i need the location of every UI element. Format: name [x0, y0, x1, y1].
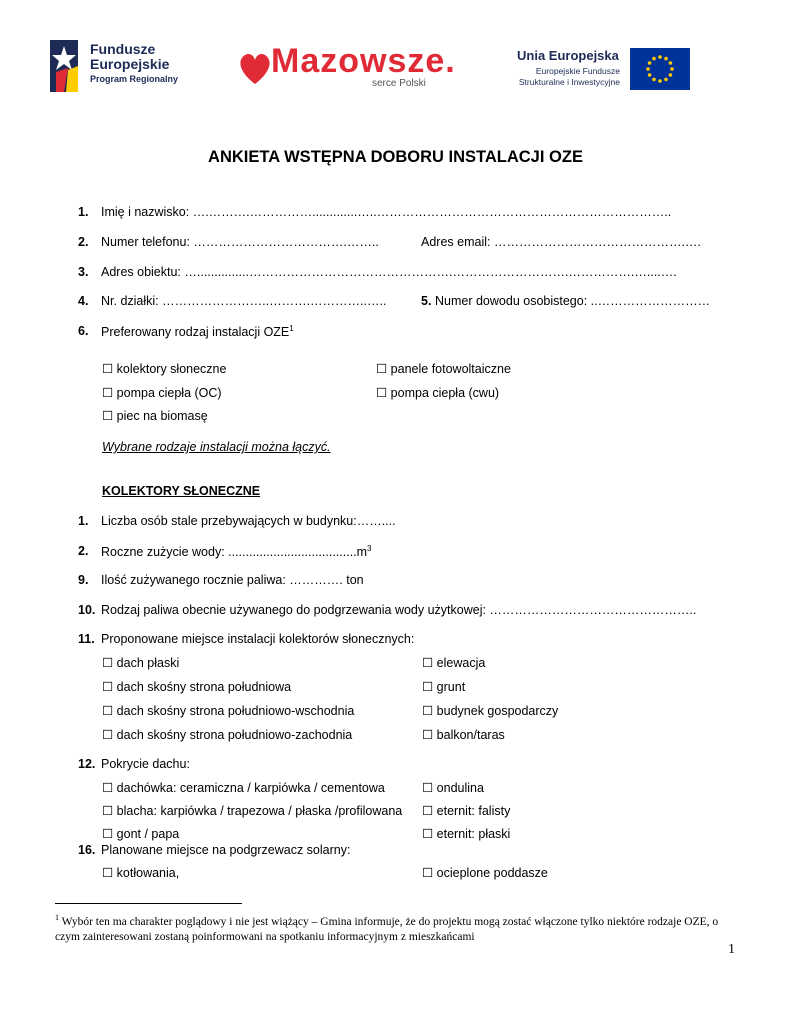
combine-note: Wybrane rodzaje instalacji można łączyć.: [102, 440, 331, 454]
k2-number: 2.: [78, 544, 89, 558]
k10-fuel-type-field: Rodzaj paliwa obecnie używanego do podgrzewania wody użytkowej: …………………………………………..: [101, 603, 697, 617]
mazowsze-wordmark: Mazowsze.: [271, 42, 456, 80]
heart-icon: [235, 48, 275, 88]
fe-line2: Europejskie: [90, 56, 170, 72]
k2-sup: 3: [367, 544, 372, 553]
eu-title: Unia Europejska: [517, 48, 619, 63]
mazowsze-logo: [235, 42, 456, 94]
option-eternit-flat[interactable]: ☐ eternit: płaski: [422, 827, 511, 841]
footnote-ref: 1: [289, 324, 294, 333]
k2-text: Roczne zużycie wody: .....................................m: [101, 545, 368, 560]
fe-line3: Program Regionalny: [90, 74, 179, 84]
eu-logo: [505, 46, 695, 94]
k11-number: 11.: [78, 632, 95, 646]
option-balcony[interactable]: ☐ balkon/taras: [422, 728, 505, 742]
q5-number: 5.: [421, 294, 432, 308]
q6-text: Preferowany rodzaj instalacji OZE: [101, 325, 290, 340]
option-facade[interactable]: ☐ elewacja: [422, 656, 486, 670]
mazowsze-tagline: serce Polski: [372, 78, 426, 89]
section-title: KOLEKTORY SŁONECZNE: [102, 484, 261, 498]
fe-star-icon: [50, 40, 84, 92]
fe-line1: Fundusze: [90, 41, 156, 57]
k1-persons-field: Liczba osób stale przebywających w budynku:……....: [101, 514, 396, 528]
q1-name-field: Imię i nazwisko: ….……….…………….............…..……………………………………………………………..: [101, 205, 672, 219]
q6-number: 6.: [78, 324, 89, 338]
eu-sub-line2: Strukturalne i Inwestycyjne: [518, 77, 620, 87]
k9-number: 9.: [78, 573, 89, 587]
k11-label: Proponowane miejsce instalacji kolektorów słonecznych:: [101, 632, 415, 646]
option-eternit-wavy[interactable]: ☐ eternit: falisty: [422, 804, 511, 818]
page-number: 1: [728, 942, 735, 957]
k10-number: 10.: [78, 603, 96, 617]
eu-subtitle: [505, 66, 620, 88]
k2-water-field: [101, 544, 372, 559]
option-insulated-attic[interactable]: ☐ ocieplone poddasze: [422, 866, 548, 880]
q3-number: 3.: [78, 265, 89, 279]
k16-label: Planowane miejsce na podgrzewacz solarny:: [101, 843, 351, 857]
option-boiler-room[interactable]: ☐ kotłowania,: [102, 866, 180, 880]
option-heat-pump-cwu[interactable]: ☐ pompa ciepła (cwu): [376, 386, 500, 400]
q4-number: 4.: [78, 294, 89, 308]
option-metal-sheet[interactable]: ☐ blacha: karpiówka / trapezowa / płaska /profilowana: [102, 804, 403, 818]
k16-number: 16.: [78, 843, 96, 857]
fundusze-europejskie-logo: [50, 38, 185, 96]
option-flat-roof[interactable]: ☐ dach płaski: [102, 656, 180, 670]
footnote-divider: [55, 903, 242, 904]
option-roof-tiles[interactable]: ☐ dachówka: ceramiczna / karpiówka / cementowa: [102, 781, 385, 795]
k12-number: 12.: [78, 757, 96, 771]
q6-label: [101, 324, 294, 339]
footnote: [55, 910, 745, 945]
option-pitched-southwest[interactable]: ☐ dach skośny strona południowo-zachodnia: [102, 728, 353, 742]
option-pitched-southeast[interactable]: ☐ dach skośny strona południowo-wschodnia: [102, 704, 355, 718]
q4-plot-field: Nr. działki: ……………………..……….…………..…..: [101, 294, 387, 308]
option-ground[interactable]: ☐ grunt: [422, 680, 466, 694]
page-title: ANKIETA WSTĘPNA DOBORU INSTALACJI OZE: [208, 148, 583, 166]
q3-address-field: Adres obiektu: …...............………………………………………….……………………….…………….…....….: [101, 265, 677, 279]
q2-number: 2.: [78, 235, 89, 249]
option-outbuilding[interactable]: ☐ budynek gospodarczy: [422, 704, 559, 718]
eu-flag-icon: [630, 48, 690, 90]
option-biomass[interactable]: ☐ piec na biomasę: [102, 409, 208, 423]
q5-id-field: Numer dowodu osobistego: ..………………………: [435, 294, 711, 308]
option-ondulina[interactable]: ☐ ondulina: [422, 781, 484, 795]
option-shingle[interactable]: ☐ gont / papa: [102, 827, 180, 841]
option-solar-collectors[interactable]: ☐ kolektory słoneczne: [102, 362, 227, 376]
q2-phone-field: Numer telefonu: ……………………………….……..: [101, 235, 379, 249]
q2-email-field: Adres email: ……………………………………….….: [421, 235, 701, 249]
eu-sub-line1: Europejskie Fundusze: [535, 66, 620, 76]
option-photovoltaic[interactable]: ☐ panele fotowoltaiczne: [376, 362, 511, 376]
option-pitched-south[interactable]: ☐ dach skośny strona południowa: [102, 680, 292, 694]
k9-fuel-amount-field: Ilość zużywanego rocznie paliwa: …………. ton: [101, 573, 364, 587]
footnote-marker: 1: [55, 913, 59, 922]
footnote-text: Wybór ten ma charakter poglądowy i nie jest wiążący – Gmina informuje, że do projektu mogą zostać włączone tylko niektóre rodzaje OZE, o czym zainteresowani zostaną poinformowani na spotkaniu informacyjnym z mieszkańcami: [55, 915, 719, 943]
k1-number: 1.: [78, 514, 89, 528]
k12-label: Pokrycie dachu:: [101, 757, 190, 771]
q1-number: 1.: [78, 205, 89, 219]
option-heat-pump-oc[interactable]: ☐ pompa ciepła (OC): [102, 386, 222, 400]
